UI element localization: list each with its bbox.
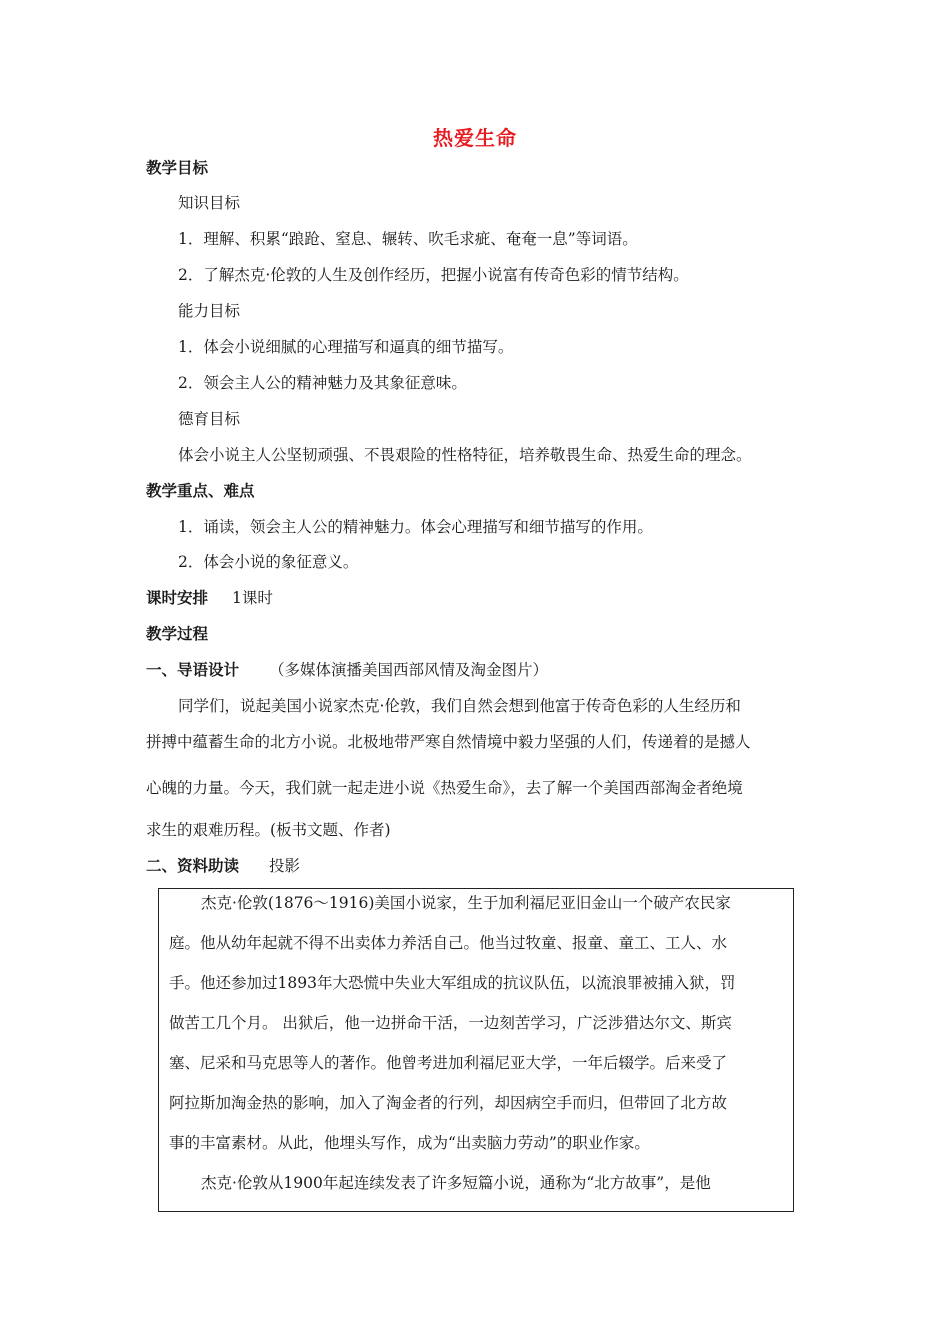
- section1-note: （多媒体演播美国西部风情及淘金图片）: [269, 661, 549, 679]
- box-line: 阿拉斯加淘金热的影响，加入了淘金者的行列，却因病空手而归，但带回了北方故: [169, 1094, 728, 1112]
- ability-label: 能力目标: [178, 302, 241, 320]
- moral-text: 体会小说主人公坚韧顽强、不畏艰险的性格特征，培养敬畏生命、热爱生命的理念。: [178, 446, 752, 464]
- box-line: 事的丰富素材。从此，他埋头写作，成为“出卖脑力劳动”的职业作家。: [169, 1134, 650, 1152]
- schedule-value: 1课时: [232, 589, 273, 607]
- section2-note: 投影: [269, 857, 301, 875]
- intro-line: 求生的艰难历程。(板书文题、作者): [146, 821, 391, 839]
- box-line: 庭。他从幼年起就不得不出卖体力养活自己。他当过牧童、报童、童工、工人、水: [169, 934, 728, 952]
- box-line: 杰克·伦敦(1876～1916)美国小说家，生于加利福尼亚旧金山一个破产农民家: [201, 894, 731, 912]
- intro-line: 同学们，说起美国小说家杰克·伦敦，我们自然会想到他富于传奇色彩的人生经历和: [178, 697, 741, 715]
- box-line: 做苦工几个月。 出狱后，他一边拼命干活，一边刻苦学习，广泛涉猎达尔文、斯宾: [169, 1014, 732, 1032]
- section2-heading-row: [146, 856, 300, 876]
- ability-item: 2．领会主人公的精神魅力及其象征意味。: [178, 374, 467, 392]
- moral-label: 德育目标: [178, 410, 241, 428]
- ability-item: 1．体会小说细腻的心理描写和逼真的细节描写。: [178, 338, 514, 356]
- section1-heading: 一、导语设计: [146, 661, 240, 679]
- box-line: 手。他还参加过1893年大恐慌中失业大军组成的抗议队伍，以流浪罪被捕入狱，罚: [169, 974, 736, 992]
- section2-heading: 二、资料助读: [146, 857, 240, 875]
- box-line: 塞、尼采和马克思等人的著作。他曾考进加利福尼亚大学，一年后辍学。后来受了: [169, 1054, 728, 1072]
- knowledge-label: 知识目标: [178, 194, 241, 212]
- intro-line: 拼搏中蕴蓄生命的北方小说。北极地带严寒自然情境中毅力坚强的人们，传递着的是撼人: [146, 733, 751, 751]
- intro-line: 心魄的力量。今天，我们就一起走进小说《热爱生命》，去了解一个美国西部淘金者绝境: [146, 779, 743, 797]
- reference-box: [158, 888, 794, 1212]
- objectives-heading: 教学目标: [146, 159, 209, 177]
- knowledge-item: 1．理解、积累“踉跄、窒息、辗转、吹毛求疵、奄奄一息”等词语。: [178, 230, 638, 248]
- box-line: 杰克·伦敦从1900年起连续发表了许多短篇小说，通称为“北方故事”，是他: [201, 1174, 711, 1192]
- document-title: 热爱生命: [433, 126, 517, 150]
- schedule-label: 课时安排: [146, 589, 209, 607]
- knowledge-item: 2．了解杰克·伦敦的人生及创作经历，把握小说富有传奇色彩的情节结构。: [178, 266, 689, 284]
- focus-heading: 教学重点、难点: [146, 482, 255, 500]
- focus-item: 2．体会小说的象征意义。: [178, 553, 359, 571]
- focus-item: 1．诵读，领会主人公的精神魅力。体会心理描写和细节描写的作用。: [178, 518, 653, 536]
- process-heading: 教学过程: [146, 625, 209, 643]
- section1-heading-row: [146, 660, 548, 680]
- schedule-row: [146, 588, 273, 608]
